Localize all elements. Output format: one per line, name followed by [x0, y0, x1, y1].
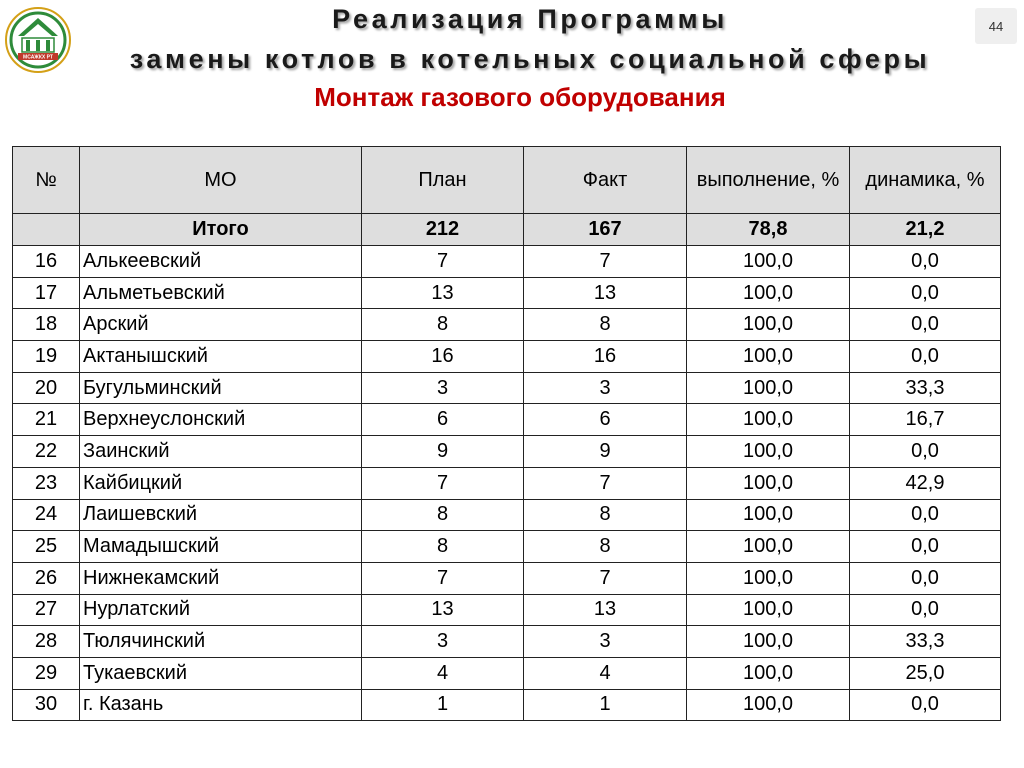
cell-num: 21	[13, 404, 80, 436]
column-header-dynamics: динамика, %	[850, 147, 1001, 214]
column-header-fact: Факт	[524, 147, 687, 214]
cell-mo: Арский	[80, 309, 362, 341]
cell-dynamics: 33,3	[850, 626, 1001, 658]
column-header-completion: выполнение, %	[687, 147, 850, 214]
cell-fact: 7	[524, 467, 687, 499]
cell-plan: 13	[362, 277, 524, 309]
cell-fact: 13	[524, 594, 687, 626]
cell-mo: Верхнеуслонский	[80, 404, 362, 436]
cell-dynamics: 0,0	[850, 436, 1001, 468]
cell-mo: Нурлатский	[80, 594, 362, 626]
table-row	[13, 436, 1001, 468]
cell-num: 26	[13, 562, 80, 594]
cell-mo: Актанышский	[80, 341, 362, 373]
cell-num: 16	[13, 246, 80, 278]
cell-completion: 100,0	[687, 277, 850, 309]
subtitle: Монтаж газового оборудования	[314, 82, 726, 112]
cell-plan: 1	[362, 689, 524, 721]
total-completion: 78,8	[687, 214, 850, 246]
cell-fact: 16	[524, 341, 687, 373]
cell-completion: 100,0	[687, 657, 850, 689]
total-dynamics: 21,2	[850, 214, 1001, 246]
cell-fact: 9	[524, 436, 687, 468]
data-table	[12, 146, 1001, 721]
cell-mo: Алькеевский	[80, 246, 362, 278]
cell-completion: 100,0	[687, 436, 850, 468]
cell-plan: 13	[362, 594, 524, 626]
table-row	[13, 341, 1001, 373]
svg-text:МСАЖКХ РТ: МСАЖКХ РТ	[23, 54, 53, 61]
cell-plan: 8	[362, 499, 524, 531]
cell-dynamics: 0,0	[850, 531, 1001, 563]
cell-dynamics: 16,7	[850, 404, 1001, 436]
column-header-mo: МО	[80, 147, 362, 214]
cell-num: 24	[13, 499, 80, 531]
cell-dynamics: 42,9	[850, 467, 1001, 499]
total-num-cell	[13, 214, 80, 246]
cell-plan: 8	[362, 531, 524, 563]
cell-mo: Тюлячинский	[80, 626, 362, 658]
title-line-2: замены котлов в котельных социальной сферы	[129, 44, 931, 74]
cell-num: 28	[13, 626, 80, 658]
cell-num: 18	[13, 309, 80, 341]
cell-num: 30	[13, 689, 80, 721]
cell-dynamics: 0,0	[850, 341, 1001, 373]
cell-num: 27	[13, 594, 80, 626]
total-label: Итого	[80, 214, 362, 246]
cell-dynamics: 0,0	[850, 562, 1001, 594]
cell-plan: 7	[362, 562, 524, 594]
table-row	[13, 626, 1001, 658]
cell-plan: 7	[362, 467, 524, 499]
total-plan: 212	[362, 214, 524, 246]
cell-num: 19	[13, 341, 80, 373]
table-row	[13, 594, 1001, 626]
cell-completion: 100,0	[687, 562, 850, 594]
cell-fact: 6	[524, 404, 687, 436]
table-row	[13, 309, 1001, 341]
cell-completion: 100,0	[687, 499, 850, 531]
cell-dynamics: 0,0	[850, 594, 1001, 626]
cell-mo: Нижнекамский	[80, 562, 362, 594]
column-header-plan: План	[362, 147, 524, 214]
cell-mo: Кайбицкий	[80, 467, 362, 499]
table-row	[13, 246, 1001, 278]
cell-num: 25	[13, 531, 80, 563]
cell-plan: 9	[362, 436, 524, 468]
cell-fact: 8	[524, 531, 687, 563]
cell-dynamics: 33,3	[850, 372, 1001, 404]
page-number: 44	[975, 8, 1017, 44]
cell-dynamics: 0,0	[850, 246, 1001, 278]
cell-num: 23	[13, 467, 80, 499]
cell-num: 17	[13, 277, 80, 309]
cell-dynamics: 0,0	[850, 499, 1001, 531]
table-row	[13, 531, 1001, 563]
cell-fact: 7	[524, 246, 687, 278]
table-row	[13, 372, 1001, 404]
total-fact: 167	[524, 214, 687, 246]
cell-fact: 1	[524, 689, 687, 721]
cell-plan: 3	[362, 372, 524, 404]
cell-completion: 100,0	[687, 341, 850, 373]
cell-completion: 100,0	[687, 531, 850, 563]
cell-mo: г. Казань	[80, 689, 362, 721]
table-row	[13, 277, 1001, 309]
table-row	[13, 562, 1001, 594]
column-header-num: №	[13, 147, 80, 214]
table-row	[13, 689, 1001, 721]
cell-plan: 3	[362, 626, 524, 658]
cell-mo: Тукаевский	[80, 657, 362, 689]
title-line-1: Реализация Программы	[332, 4, 728, 34]
table-row	[13, 499, 1001, 531]
cell-plan: 7	[362, 246, 524, 278]
cell-mo: Лаишевский	[80, 499, 362, 531]
cell-completion: 100,0	[687, 372, 850, 404]
cell-num: 22	[13, 436, 80, 468]
cell-completion: 100,0	[687, 626, 850, 658]
cell-mo: Мамадышский	[80, 531, 362, 563]
cell-fact: 8	[524, 309, 687, 341]
cell-mo: Альметьевский	[80, 277, 362, 309]
cell-fact: 3	[524, 626, 687, 658]
cell-num: 29	[13, 657, 80, 689]
cell-plan: 16	[362, 341, 524, 373]
cell-mo: Заинский	[80, 436, 362, 468]
cell-dynamics: 0,0	[850, 277, 1001, 309]
cell-plan: 6	[362, 404, 524, 436]
cell-plan: 4	[362, 657, 524, 689]
cell-mo: Бугульминский	[80, 372, 362, 404]
cell-dynamics: 0,0	[850, 689, 1001, 721]
table-row	[13, 657, 1001, 689]
cell-plan: 8	[362, 309, 524, 341]
cell-dynamics: 0,0	[850, 309, 1001, 341]
cell-completion: 100,0	[687, 594, 850, 626]
table-header-row	[13, 147, 1001, 214]
cell-completion: 100,0	[687, 246, 850, 278]
cell-fact: 8	[524, 499, 687, 531]
total-row	[13, 214, 1001, 246]
cell-completion: 100,0	[687, 467, 850, 499]
table-row	[13, 467, 1001, 499]
cell-fact: 3	[524, 372, 687, 404]
cell-fact: 13	[524, 277, 687, 309]
table-row	[13, 404, 1001, 436]
cell-fact: 7	[524, 562, 687, 594]
cell-fact: 4	[524, 657, 687, 689]
cell-completion: 100,0	[687, 689, 850, 721]
cell-completion: 100,0	[687, 309, 850, 341]
cell-completion: 100,0	[687, 404, 850, 436]
cell-dynamics: 25,0	[850, 657, 1001, 689]
cell-num: 20	[13, 372, 80, 404]
